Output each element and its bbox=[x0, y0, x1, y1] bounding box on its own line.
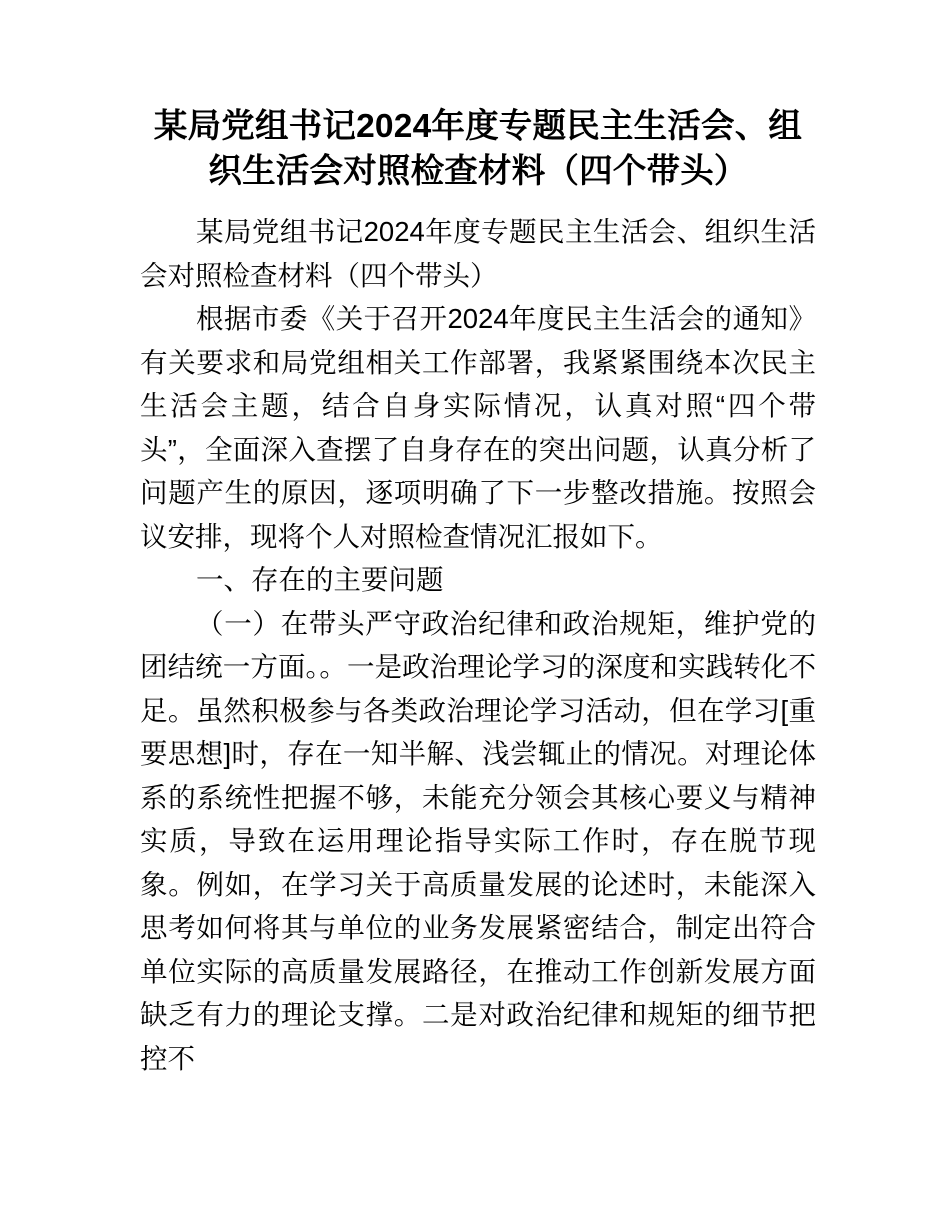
section-one-item-one-paragraph: （一）在带头严守政治纪律和政治规矩，维护党的团结统一方面。。一是政治理论学习的深度和实践转化不足。虽然积极参与各类政治理论学习活动，但在学习[重要思想]时，存在一知半解、浅尝辄止的情况。对理论体系的系统性把握不够，未能充分领会其核心要义与精神实质，导致在运用理论指导实际工作时，存在脱节现象。例如，在学习关于高质量发展的论述时，未能深入思考如何将其与单位的业务发展紧密结合，制定出符合单位实际的高质量发展路径，在推动工作创新发展方面缺乏有力的理论支撑。二是对政治纪律和规矩的细节把控不 bbox=[140, 607, 816, 1074]
page-title: 某局党组书记2024年度专题民主生活会、组织生活会对照检查材料（四个带头） bbox=[153, 108, 803, 190]
section-heading-one: 一、存在的主要问题 bbox=[196, 564, 444, 595]
preamble-paragraph: 根据市委《关于召开2024年度民主生活会的通知》有关要求和局党组相关工作部署，我紧紧围绕本次民主生活会主题，结合自身实际情况，认真对照“四个带头”，全面深入查摆了自身存在的突出问题，认真分析了问题产生的原因，逐项明确了下一步整改措施。按照会议安排，现将个人对照检查情况汇报如下。 bbox=[140, 303, 816, 552]
document-body bbox=[140, 104, 816, 1080]
subtitle-paragraph: 某局党组书记2024年度专题民主生活会、组织生活会对照检查材料（四个带头） bbox=[140, 216, 816, 291]
